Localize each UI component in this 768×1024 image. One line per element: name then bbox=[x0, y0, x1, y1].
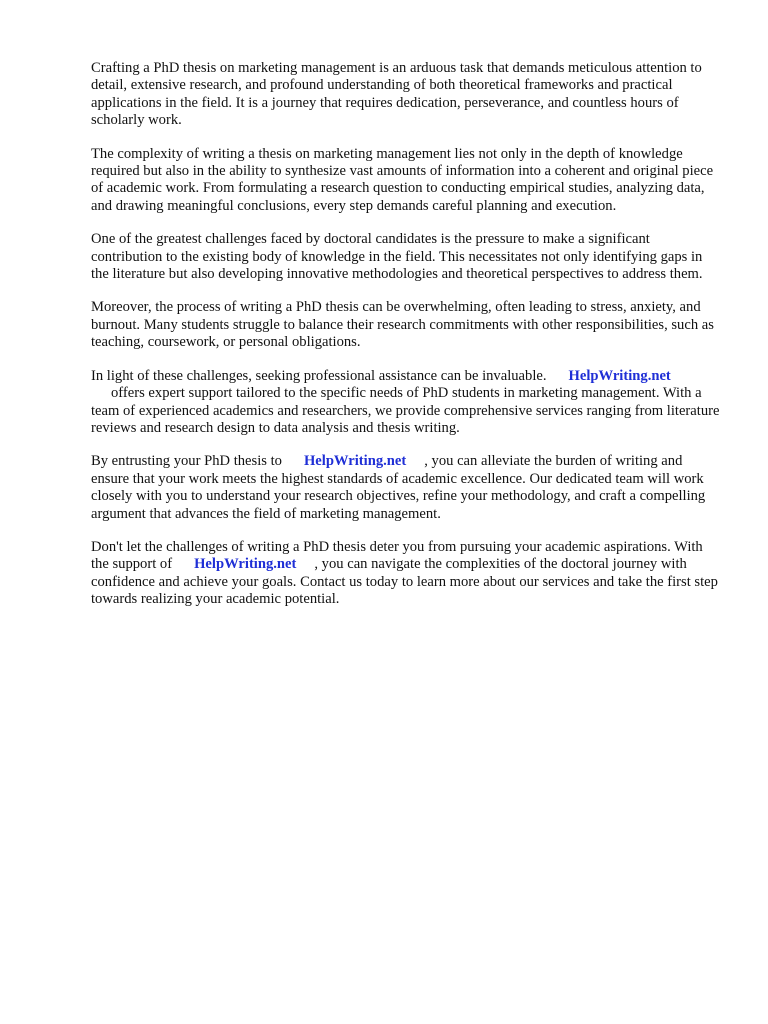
paragraph-challenges: One of the greatest challenges faced by doctoral candidates is the pressure to make a significant contribution to the existing body of knowledge in the field. This necessitates not only identifying gaps in the literature but also developing innovative methodologies and theoretical perspectives to address them. bbox=[91, 231, 703, 283]
closing-text-before: Don't let the challenges of writing a PhD thesis deter you from pursuing your academic aspirations. With the support of bbox=[91, 538, 703, 573]
paragraph-closing bbox=[91, 539, 723, 609]
entrusting-text-after: , you can alleviate the burden of writing and ensure that your work meets the highest standards of academic excellence. Our dedicated team will work closely with you to understand your research objectives, refine your methodology, and craft a compelling argument that advances the field of marketing management. bbox=[91, 453, 706, 522]
paragraph-complexity: The complexity of writing a thesis on marketing management lies not only in the depth of knowledge required but also in the ability to synthesize vast amounts of information into a coherent and original piece of academic work. From formulating a research question to conducting empirical studies, analyzing data, and drawing meaningful conclusions, every step demands careful planning and execution. bbox=[91, 145, 714, 214]
entrusting-text-before: By entrusting your PhD thesis to bbox=[91, 453, 282, 470]
paragraph-burnout: Moreover, the process of writing a PhD thesis can be overwhelming, often leading to stress, anxiety, and burnout. Many students struggle to balance their research commitments with other responsibilities, such as teaching, coursework, or personal obligations. bbox=[91, 299, 714, 351]
assistance-text-after: offers expert support tailored to the specific needs of PhD students in marketing management. With a team of experienced academics and researchers, we provide comprehensive services ranging from literature reviews and research design to data analysis and thesis writing. bbox=[91, 385, 720, 436]
helpwriting-link-1[interactable]: HelpWriting.net bbox=[568, 367, 671, 384]
helpwriting-link-2[interactable]: HelpWriting.net bbox=[303, 453, 407, 470]
assistance-text-before: In light of these challenges, seeking professional assistance can be invaluable. bbox=[91, 367, 547, 384]
paragraph-intro: Crafting a PhD thesis on marketing management is an arduous task that demands meticulous attention to detail, extensive research, and profound understanding of both theoretical frameworks and practical applications in the field. It is a journey that requires dedication, perseverance, and countless hours of scholarly work. bbox=[91, 60, 702, 129]
paragraph-entrusting bbox=[91, 453, 723, 523]
paragraph-assistance bbox=[91, 368, 723, 438]
helpwriting-link-3[interactable]: HelpWriting.net bbox=[194, 556, 297, 573]
closing-text-after: , you can navigate the complexities of the doctoral journey with confidence and achieve your goals. Contact us today to learn more about our services and take the first step towards realizing your academic potential. bbox=[91, 556, 718, 608]
document-body bbox=[91, 60, 723, 625]
